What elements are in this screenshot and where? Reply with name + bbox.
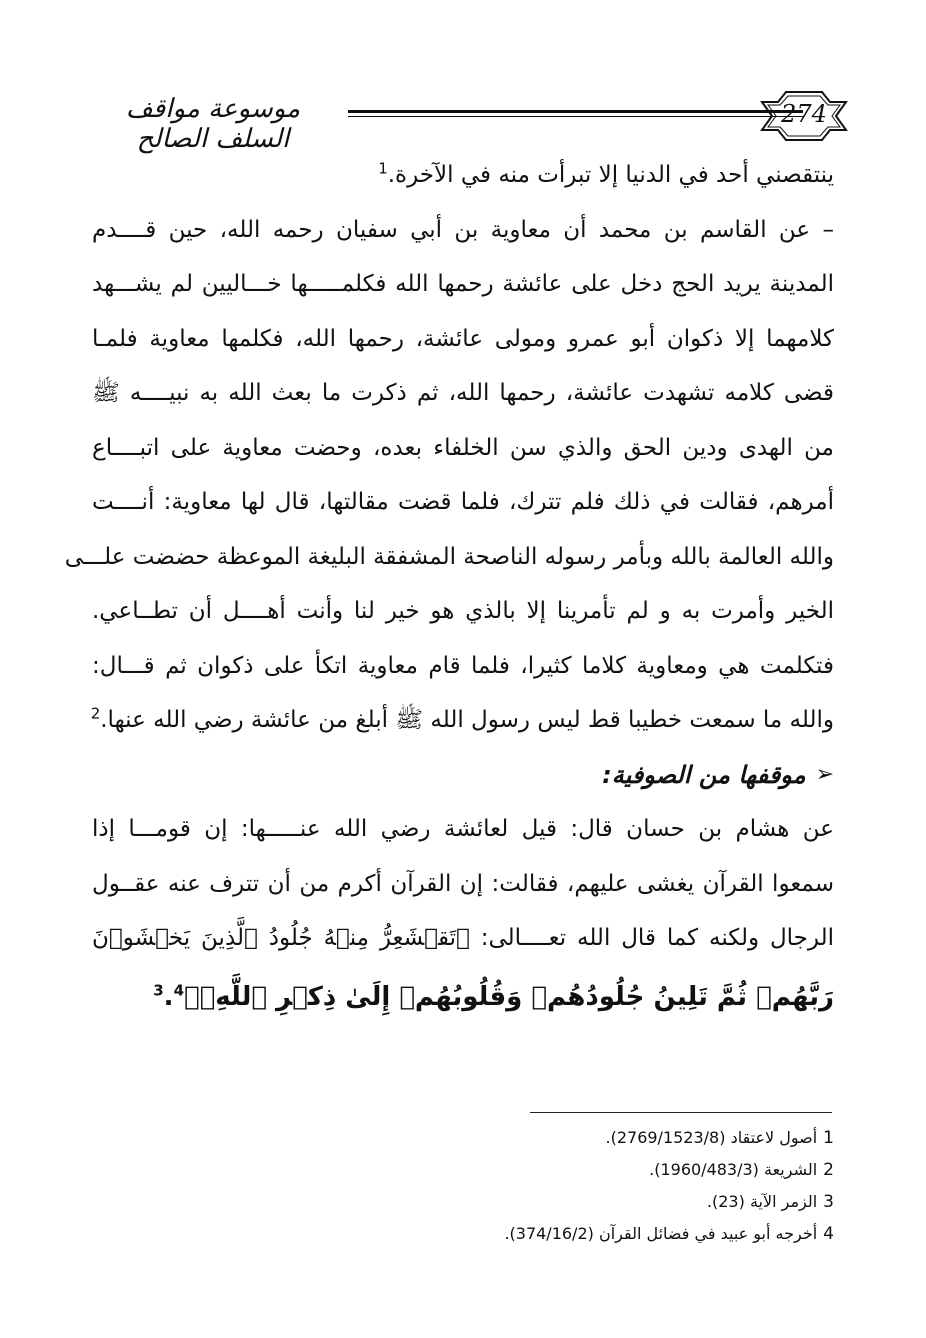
text-line: قضى كلامه تشهدت عائشة، رحمها الله، ثم ذكرت ما بعث الله به نبيــــه ﷺ — [92, 380, 834, 406]
text-line — [92, 693, 834, 748]
full-stop: . — [163, 981, 174, 1012]
text-line: المدينة يريد الحج دخل على عائشة رحمها الله فكلمـــــها خـــاليين لم يشـــهد — [92, 271, 834, 297]
footnote-ref: 2 — [90, 704, 101, 723]
footnote — [300, 1186, 834, 1218]
footnote-separator — [530, 1112, 832, 1113]
footnote-text: الزمر الآية (23). — [706, 1192, 818, 1211]
text-line: عن هشام بن حسان قال: قيل لعائشة رضي الله عنـــــها: إن قومـــا إذا — [92, 816, 834, 842]
text-line: الخير وأمرت به و لم تأمرينا إلا بالذي هو خير لنا وأنت أهــــل أن تطــاعي. — [92, 598, 834, 624]
book-title: موسوعة مواقف السلف الصالح — [125, 94, 301, 154]
text-line: – عن القاسم بن محمد أن معاوية بن أبي سفيان رحمه الله، حين قــــدم — [92, 216, 834, 243]
arrow-bullet-icon: ➢ — [815, 761, 834, 787]
page-number-frame — [758, 88, 850, 144]
header-rule-thick — [348, 110, 803, 113]
page-number: 274 — [781, 100, 827, 128]
text-line: كلامهما إلا ذكوان أبو عمرو ومولى عائشة، رحمها الله، فكلمها معاوية فلمـا — [92, 325, 834, 352]
footnote-text: أخرجه أبو عبيد في فضائل القرآن (374/16/2). — [504, 1224, 818, 1243]
header-rule-thin — [348, 116, 803, 117]
quran-verse-line — [92, 966, 834, 1028]
footnote-number: 4 — [823, 1224, 834, 1244]
text-line: الرجال ولكنه كما قال الله تعــــالى: ﴿تَقۡشَعِرُّ مِنۡهُ جُلُودُ ٱلَّذِينَ يَخۡشَوۡنَ — [92, 925, 834, 951]
quran-verse-text: رَبَّهُمۡ ثُمَّ تَلِينُ جُلُودُهُمۡ وَقُلُوبُهُمۡ إِلَىٰ ذِكۡرِ ٱللَّهِۚ﴾ — [184, 981, 834, 1012]
footnote — [300, 1154, 834, 1186]
text-line-content: ينتقصني أحد في الدنيا إلا تبرأت منه في الآخرة. — [387, 162, 834, 188]
section-heading-text: موقفها من الصوفية: — [602, 760, 806, 789]
footnote-ref: 4 — [173, 980, 184, 999]
main-text — [64, 148, 834, 1028]
text-line-content: والله ما سمعت خطيبا قط ليس رسول الله ﷺ أبلغ من عائشة رضي الله عنها. — [100, 707, 834, 733]
footnote — [300, 1218, 834, 1250]
footnote-number: 2 — [823, 1160, 834, 1180]
footnotes — [300, 1122, 834, 1250]
text-line: أمرهم، فقالت في ذلك فلم تترك، فلما قضت مقالتها، قال لها معاوية: أنــــت — [92, 489, 834, 515]
text-line: والله العالمة بالله وبأمر رسوله الناصحة المشفقة البليغة الموعظة حضضت علـــى — [64, 543, 834, 570]
text-line: من الهدى ودين الحق والذي سن الخلفاء بعده، وحضت معاوية على اتبــــاع — [92, 434, 834, 461]
footnote-text: أصول لاعتقاد (2769/1523/8). — [605, 1128, 818, 1147]
header-rule — [348, 110, 803, 120]
text-line: فتكلمت هي ومعاوية كلاما كثيرا، فلما قام معاوية اتكأ على ذكوان ثم قـــال: — [92, 652, 834, 679]
footnote-number: 1 — [823, 1128, 834, 1148]
footnote — [300, 1122, 834, 1154]
section-heading — [92, 748, 834, 803]
text-line: سمعوا القرآن يغشى عليهم، فقالت: إن القرآن أكرم من أن تترف عنه عقــول — [92, 870, 834, 897]
footnote-ref: 3 — [153, 980, 164, 999]
text-line — [92, 148, 834, 203]
page-header — [78, 88, 848, 154]
footnote-number: 3 — [823, 1192, 834, 1212]
footnote-ref: 1 — [378, 159, 388, 178]
footnote-text: الشريعة (1960/483/3). — [649, 1160, 818, 1179]
